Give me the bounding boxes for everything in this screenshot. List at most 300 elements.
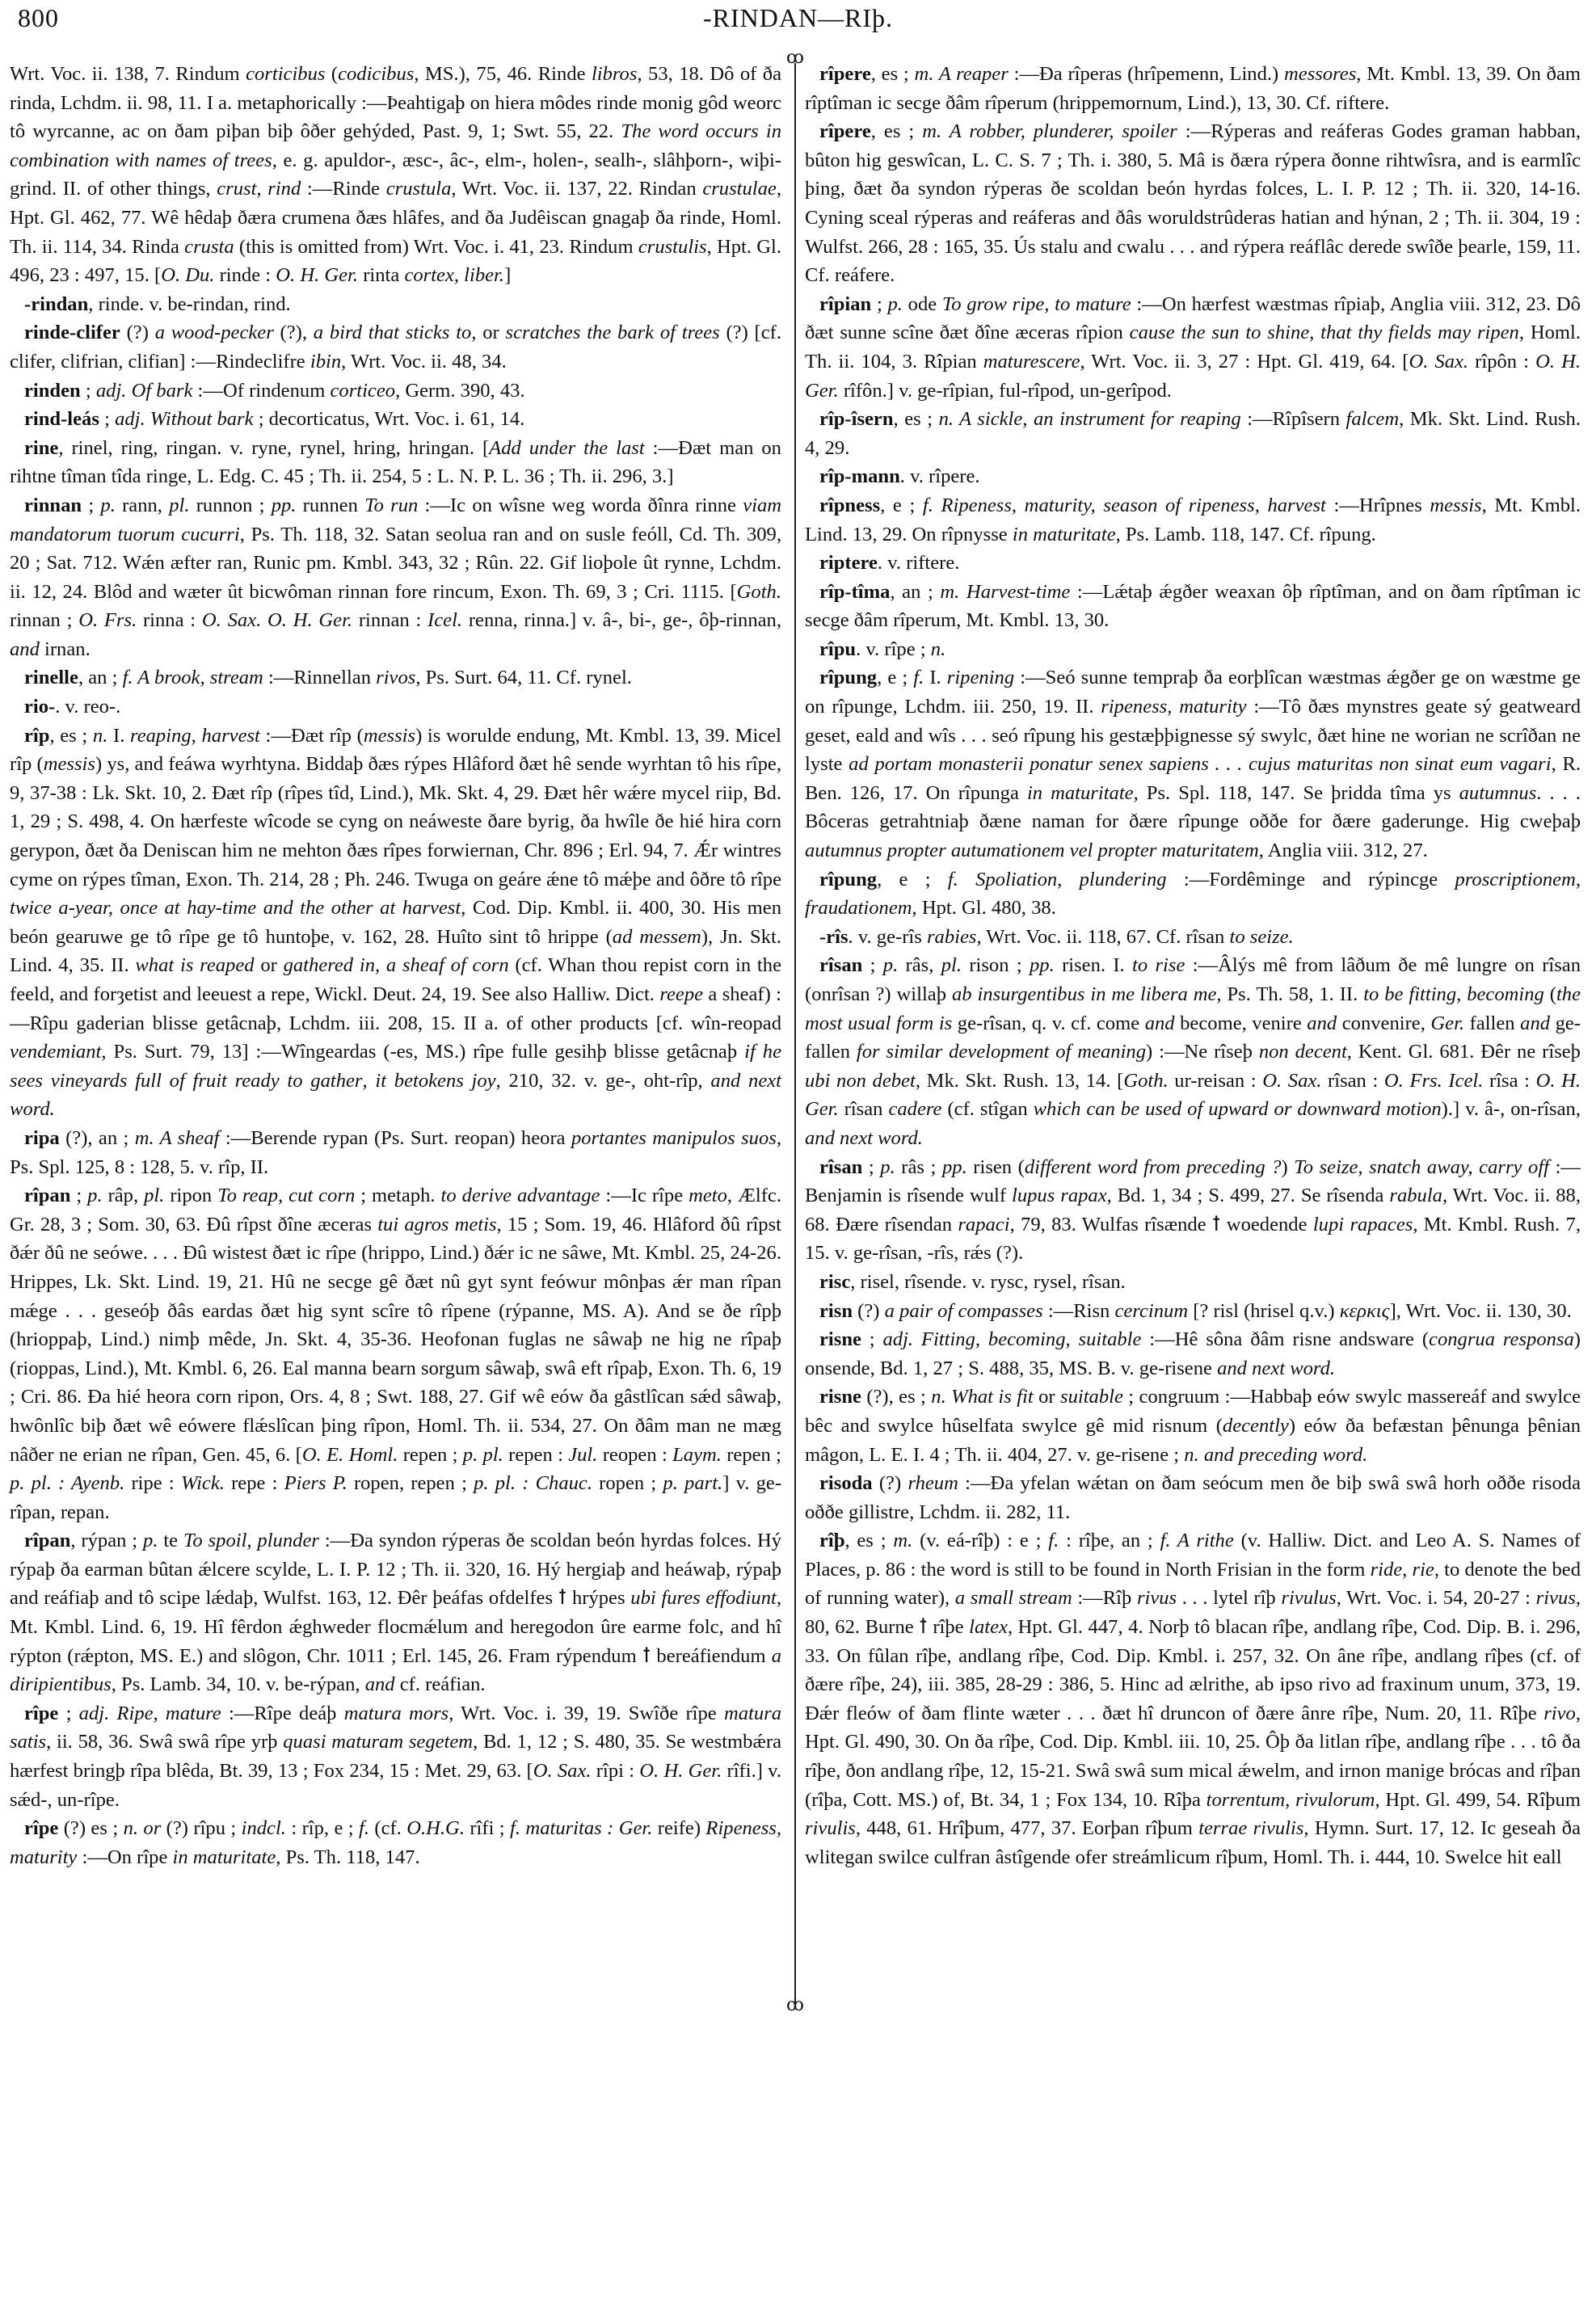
entry-text: repen ; [721,1443,781,1466]
italic-gloss: n. and preceding word. [1184,1443,1368,1466]
headword: rîpness [819,494,881,516]
entry-text: , Hpt. Gl. 496, 23 : 497, 15. [ [10,235,781,287]
headword: risne [819,1386,861,1408]
italic-gloss: pl. [144,1185,165,1207]
entry-text: (v. Halliw. Dict. and Leo A. S. Names of Places, p. 86 : the word is still to be found in North Frisian in the form [805,1530,1581,1581]
entry-text: (this is omitted from) Wrt. Voc. i. 41, 23. Rindum [234,235,638,258]
entry-text: . v. rîpe ; [856,638,931,660]
headword: rîpere [819,63,871,85]
italic-gloss: f. A brook, stream [122,667,263,689]
dictionary-entry [10,692,781,722]
italic-gloss: adj. Of bark [95,379,193,402]
entry-text: (?) [853,1299,885,1322]
entry-text: , Ps. Lamb. 118, 147. Cf. rîpung. [1115,523,1376,545]
entry-text: , Hymn. Surt. 17, 12. Ic geseah ða wlitegan swilce culfran âstîgende ofer streámlicum rîþum, Homl. Th. i. 444, 10. Swelce hit eall [805,1817,1581,1868]
italic-gloss: O. H. Ger. [805,350,1581,402]
entry-text: , Mt. Kmbl. 13, 39. On ðam rîptîman ic secge ðâm rîperum (hrippemornum, Lind.), 13, 30. Cf. riftere. [805,63,1581,114]
entry-text: . v. rîpere. [899,465,980,488]
dictionary-entry [805,1297,1581,1326]
headword: rîsan [819,954,863,977]
entry-text: I. [107,724,131,747]
entry-text: (cf. stîgan [941,1098,1034,1121]
headword: rinnan [24,494,82,516]
italic-gloss: adj. Ripe, mature [78,1702,221,1724]
headword: rîp-îsern [819,408,894,431]
entry-text: , [256,178,268,200]
entry-text: , es ; [844,1530,894,1552]
italic-gloss: O.H.G. [406,1817,465,1840]
entry-text: , Germ. 390, 43. [395,379,525,402]
entry-text: ur-reisan : [1168,1069,1263,1092]
italic-gloss: and next word. [1217,1357,1336,1379]
entry-text: ripon [164,1185,218,1207]
italic-gloss: scratches the bark of trees [505,322,720,344]
italic-gloss: f. [1048,1530,1059,1552]
headword: rîpan [24,1185,71,1207]
italic-gloss: corticibus [246,63,326,85]
italic-gloss: indcl. [241,1817,286,1840]
italic-gloss: O. Frs. Icel. [1383,1069,1484,1092]
entry-text: ; [862,954,883,977]
italic-gloss: O. H. Ger. [276,264,359,287]
entry-text: ropen, repen ; [347,1472,474,1495]
italic-gloss: adj. Without bark [115,408,254,431]
entry-text: , Hpt. Gl. 490, 30. On ða rîþe, Cod. Dip. Kmbl. iii. 10, 25. Ôþ ða litlan rîþe, andlang rîþe . . . tô ða rîþe, ðon andlang rîþe, 12, 15-21. Swâ swâ sum mical ǽwelm, and irnon manige brócas and rîþan (rîþa, Cott. MS.) of, Bt. 34, 1 ; Fox 134, 10. Rîþa [805,1702,1581,1811]
column-rule-ornament-icon: ꝏ [786,1994,804,2014]
entry-text: , Ælfc. Gr. 28, 3 ; Som. 30, 63. Ðû rîpst ðîne æceras [10,1185,781,1235]
italic-gloss: Goth. [1123,1069,1169,1092]
italic-gloss: to be fitting, becoming [1363,983,1544,1005]
entry-text: , es ; [870,63,915,85]
dictionary-entry [805,1325,1581,1383]
entry-text: ropen ; [592,1472,663,1495]
italic-gloss: different word from preceding ? [1024,1156,1282,1178]
headword: rîpu [819,638,857,660]
entry-text: rîfi ; [464,1817,511,1840]
italic-gloss: a bird that sticks to [313,322,472,344]
entry-text: ).] v. â-, on-rîsan, [1441,1098,1581,1121]
italic-gloss: matura satis [10,1702,782,1753]
entry-text: (?) [cf. clifer, clifrian, clifian] :—Rindeclifre [10,322,781,373]
entry-text: rann, [115,494,170,516]
entry-text: , Bd. 1, 12 ; S. 480, 35. Se westmbǽra hærfest bringþ rîpa blêda, Bt. 39, 13 ; Fox 234, 15 : Met. 29, 63. [ [10,1731,781,1783]
entry-text: , e ; [877,667,914,689]
dictionary-entry [10,663,781,692]
entry-text: , es ; [893,408,939,431]
entry-text: repen : [503,1443,569,1466]
entry-text: , e. g. apuldor-, æsc-, âc-, elm-, holen-, sealh-, slâhþorn-, wiþi-grind. II. of other things, [10,149,781,200]
headword: rîpung [819,667,878,689]
entry-text: (?) rîpu ; [161,1817,242,1840]
italic-gloss: suitable [1060,1386,1123,1408]
italic-gloss: tui agros metis [377,1213,497,1235]
italic-gloss: ripening [946,667,1015,689]
italic-gloss: and [1307,1012,1337,1034]
entry-text: , rinel, ring, ringan. v. ryne, rynel, hring, hringan. [ [58,436,490,459]
italic-gloss: O. Sax. O. H. Ger. [201,609,353,632]
dictionary-entry [10,290,781,319]
italic-gloss: rivos [376,667,416,689]
entry-text: . v. riftere. [877,552,960,575]
italic-gloss: torrentum, rivulorum [1206,1788,1375,1811]
italic-gloss: O. Du. [161,264,215,287]
italic-gloss: autumnus propter autumationem vel propter maturitatem [805,840,1259,862]
dictionary-entry [805,290,1581,405]
entry-text: ] v. ge-rîpan, repan. [10,1472,782,1523]
entry-text: , e ; [880,494,923,516]
italic-gloss: rivulis [805,1817,856,1840]
italic-gloss: it betokens joy [375,1069,496,1092]
italic-gloss: maturescere [983,350,1080,373]
entry-text: , e ; [877,868,948,890]
entry-text: :—On rîpe [77,1846,173,1868]
entry-text: . v. ge-rîs [848,925,927,948]
page-number: 800 [18,3,59,32]
entry-text: , an ; [78,667,123,689]
italic-gloss: ubi fures effodiunt [630,1587,777,1610]
entry-text: ; [58,1702,79,1724]
entry-text: , Wrt. Voc. i. 54, 20-27 : [1336,1587,1536,1610]
entry-text: , Wrt. Voc. i. 39, 19. Swîðe rîpe [448,1702,724,1724]
dictionary-entry [10,377,781,406]
italic-gloss: m. A sheaf [134,1126,220,1149]
italic-gloss: O. Sax. [1262,1069,1322,1092]
italic-gloss: f. maturitas : Ger. [510,1817,653,1840]
entry-text: , Hpt. Gl. 447, 4. Norþ tô blacan rîþe, andlang rîþe, Cod. Dip. B. i. 296, 33. On fûlan rîþe, andlang rîþe, Cod. Dip. Kmbl. i. 257, 32. On âne rîþe, andlang rîþes (cf. of ðære rîþe, 24), iii. 385, 28-29 : 386, 5. Hinc ad ælrithe, ab ipso rivo ad fraxinum unum, 373, 19. Ðǽr fleów of ðam flinte wæter . . . ðæt hî druncon of ðære ânre rîþe, Num. 20, 11. Rîþe [805,1616,1581,1724]
entry-text: (?), an ; [59,1126,135,1149]
entry-text: rinnan ; [10,609,79,632]
italic-gloss: and [10,638,40,660]
italic-gloss: cadere [888,1098,942,1121]
entry-text: :—Hê sôna ðâm risne andsware ( [1141,1328,1430,1351]
right-column [805,60,1581,1871]
entry-text: rîfi.] v. sǽd-, un-rîpe. [10,1760,782,1811]
dictionary-entry [805,462,1581,491]
headword: rîpere [819,120,871,143]
italic-gloss: terrae rivulis [1198,1817,1304,1840]
entry-text: rîsan [838,1098,889,1121]
entry-text: ; [862,1156,881,1178]
italic-gloss: falcem [1345,408,1400,431]
headword: -rîs [819,925,849,948]
entry-text: (?), [273,322,314,344]
dictionary-entry [805,663,1581,865]
italic-gloss: rheum [907,1472,958,1495]
italic-gloss: rivulus [1281,1587,1337,1610]
italic-gloss: twice a-year, once at hay-time and the other at harvest [10,897,461,920]
italic-gloss: O. Frs. [78,609,137,632]
entry-text: :—Ðæt man on rihtne tîman tîda ringe, L. Edg. C. 45 ; Th. ii. 254, 5 : L. N. P. L. 36 ; Th. ii. 296, 3.] [10,436,781,488]
entry-text: ) is worulde endung, Mt. Kmbl. 13, 39. Micel rîp ( [10,724,781,776]
italic-gloss: p. pl. : Chauc. [474,1472,592,1495]
headword: rind-leás [24,408,99,431]
page-header [0,0,1596,48]
italic-gloss: meto [689,1185,727,1207]
entry-text: ; [99,408,116,431]
entry-continuation [10,60,781,290]
italic-gloss: ab insurgentibus in me libera me [951,983,1217,1005]
italic-gloss: m. A reaper [914,63,1009,85]
italic-gloss: codicibus [338,63,415,85]
entry-text: , Ps. Spl. 125, 8 : 128, 5. v. rîp, II. [10,1126,781,1178]
entry-text: ; [861,1328,883,1351]
entry-text: : rîp, e ; [285,1817,359,1840]
italic-gloss: O. Sax. [1409,350,1469,373]
entry-text: , Homl. Th. ii. 104, 3. Rîpian [805,322,1581,373]
entry-text: (?), es ; [861,1386,932,1408]
entry-text: :—Ða yfelan wǽtan on ðam seócum men ðe biþ swâ swâ horh oððe risoda oððe gillistre, Lchdm. ii. 282, 11. [805,1472,1581,1523]
italic-gloss: in maturitate [1026,781,1134,804]
entry-text: :—Rîpîsern [1240,408,1346,431]
italic-gloss: reaping [130,724,192,747]
left-column [10,60,781,1871]
italic-gloss: lupus rapax [1012,1185,1107,1207]
entry-text: a sheaf) :—Rîpu gaderian blisse getâcnaþ, Lchdm. iii. 208, 15. II a. of other products [cf. wîn-reopad [10,983,781,1034]
italic-gloss: ubi non debet [805,1069,916,1092]
entry-text: convenire, [1337,1012,1431,1034]
entry-text: cf. reáfian. [394,1673,486,1696]
italic-gloss: pp. [271,494,297,516]
entry-text: irnan. [39,638,91,660]
dictionary-entry [10,1124,781,1181]
entry-text: (?) es ; [58,1817,124,1840]
entry-text: . . . lytel rîþ [1177,1587,1282,1610]
italic-gloss: cause the sun to shine, that thy fields may ripen [1129,322,1519,344]
dictionary-entry [805,405,1581,462]
entry-text: râs ; [895,1156,942,1178]
italic-gloss: To reap, cut corn [217,1185,356,1207]
italic-gloss: crustula [385,178,452,200]
entry-text: , ii. 58, 36. Swâ swâ rîpe yrþ [46,1731,284,1753]
dictionary-entry [10,434,781,491]
headword: rine [24,436,59,459]
entry-text: :—Fordêminge and rýpincge [1166,868,1455,890]
italic-gloss: and next word. [10,1069,781,1121]
dictionary-entry [805,865,1581,923]
dictionary-entry [805,1153,1581,1268]
italic-gloss: m. A robber, plunderer, spoiler [922,120,1177,143]
italic-gloss: harvest [201,724,260,747]
entry-text: , 448, 61. Hrîþum, 477, 37. Eorþan rîþum [855,1817,1199,1840]
italic-gloss: to seize. [1229,925,1294,948]
entry-text: :—Ic on wîsne weg worda ðînra rinne [418,494,743,516]
dictionary-entry [10,722,781,1124]
italic-gloss: To grow ripe, to mature [941,293,1131,315]
entry-text: , Hpt. Gl. 462, 77. Wê hêdaþ ðæra crumena ðæs hlâfes, and ða Judêiscan gnagaþ ða rinde, Homl. Th. ii. 114, 34. Rinda [10,178,781,258]
entry-text: ode [902,293,942,315]
italic-gloss: corticeo [330,379,396,402]
entry-text: :—Benjamin is rîsende wulf [805,1156,1581,1207]
italic-gloss: messis [363,724,416,747]
italic-gloss: pl. [169,494,190,516]
entry-text: . . . . Bôceras getrahtniaþ ðæne naman for ðære rîpunge oððe for ðære gaderunge. Hig cweþaþ [805,781,1581,833]
italic-gloss: n. A sickle, an instrument for reaping [938,408,1241,431]
entry-text: Wrt. Voc. ii. 138, 7. Rindum [10,63,246,85]
italic-gloss: p. pl. : Ayenb. [10,1472,125,1495]
italic-gloss: n. or [123,1817,162,1840]
entry-text: :—Ða rîperas (hrîpemenn, Lind.) [1008,63,1285,85]
dictionary-entry [10,318,781,376]
entry-text: : rîþe, an ; [1059,1530,1160,1552]
entry-text: ; [80,379,96,402]
entry-text: ; [871,293,888,315]
entry-text: , rýpan ; [70,1530,144,1552]
entry-text: , es ; [49,724,93,747]
entry-text: ; [70,1185,88,1207]
italic-gloss: what is reaped [135,954,255,977]
headword: rinelle [24,667,78,689]
entry-text: , [362,1069,376,1092]
italic-gloss: if he sees vineyards full of fruit ready to gather [10,1041,782,1092]
italic-gloss: f. A rithe [1160,1530,1234,1552]
dictionary-entry [10,1526,781,1699]
italic-gloss: To run [364,494,419,516]
italic-gloss: autumnus [1459,781,1537,804]
italic-gloss: messis [43,753,95,776]
entry-text: :—Rinde [301,178,386,200]
entry-text: , rinde. v. be-rindan, rind. [88,293,291,315]
entry-text: , Wrt. Voc. ii. 137, 22. Rindan [451,178,703,200]
dictionary-entry [805,951,1581,1152]
italic-gloss: rapaci [958,1213,1010,1235]
entry-text: reife) [652,1817,706,1840]
dictionary-entry [805,1526,1581,1871]
italic-gloss: proscriptionem, fraudationem [805,868,1581,920]
entry-text: :—Ða syndon rýperas ðe scoldan beón hyrdas folces. Hý rýpaþ ða earman bûtan ǽlcere scylde, L. I. P. 12 ; Th. ii. 320, 16. Hý hergiaþ and heáwaþ, rýpaþ and reáfiaþ and tô scipe lǽdaþ, Wulfst. 163, 12. Ðêr þeáfas ofdelfes ꝉ hrýpes [10,1530,782,1610]
entry-text: rinta [358,264,405,287]
entry-text: or [254,954,284,977]
italic-gloss: viam mandatorum tuorum cucurri [10,494,782,545]
italic-gloss: a pair of compasses [884,1299,1043,1322]
italic-gloss: messores [1284,63,1357,85]
italic-gloss: Icel. [427,609,463,632]
entry-text: , Ps. Surt. 64, 11. Cf. rynel. [415,667,632,689]
headword: rîpung [819,868,878,890]
entry-text: , Ps. Spl. 118, 147. Se þridda tîma ys [1133,781,1459,804]
italic-gloss: O. E. Homl. [301,1443,398,1466]
italic-gloss: Laym. [672,1443,722,1466]
entry-text: rîpi : [591,1760,640,1783]
entry-text: rinna : [137,609,202,632]
entry-text: , [191,724,202,747]
italic-gloss: p. [100,494,116,516]
entry-text: , MS.), 75, 46. Rinde [414,63,592,85]
entry-text: râp, [102,1185,145,1207]
entry-text: rison ; [962,954,1030,977]
headword: ripa [24,1126,60,1149]
entry-text: , 79, 83. Wulfas rîsænde ꝉ woedende [1009,1213,1313,1235]
italic-gloss: p. [880,1156,895,1178]
entry-text: , Hpt. Gl. 499, 54. Rîþum [1375,1788,1581,1811]
italic-gloss: in maturitate [172,1846,276,1868]
entry-text: ] [504,264,512,287]
headword: rîp-mann [819,465,900,488]
entry-text: , es ; [870,120,923,143]
italic-gloss: rabies [926,925,977,948]
italic-gloss: non decent [1258,1041,1347,1063]
italic-gloss: a wood-pecker [154,322,274,344]
italic-gloss: a diripientibus [10,1644,781,1696]
italic-gloss: n. [92,724,108,747]
entry-text: rîsan : [1321,1069,1384,1092]
italic-gloss: f. [913,667,924,689]
headword: rîpe [24,1702,59,1724]
italic-gloss: p. pl. [462,1443,503,1466]
dictionary-entry [805,1383,1581,1469]
headword: -rindan [24,293,89,315]
entry-text: risen ( [966,1156,1025,1178]
entry-text: rinde : [214,264,276,287]
entry-text: , 15 ; Som. 19, 46. Hlâford ðû rîpst ðǽr ðû ne seówe. . . . Ðû wistest ðæt ic rîpe (hrippo, Lind.) ðǽr ic ne sâwe, Mt. Kmbl. 25, 24-26. Hrippes, Lk. Skt. Lind. 19, 21. Hû ne secge gê ðæt nû gyt synt feówur mônþas ǽr man rîpan mǽge . . . geseóþ ðâs eardas ðæt hig synt scîre tô rîpene (rýpanne, MS. A). And se ðe rîpþ (hrioppaþ, Lind.) nimþ mêde, Jn. Skt. 4, 35-36. Heofonan fuglas ne sâwaþ ne hig ne rîpaþ (rioppas, Lind.), Mt. Kmbl. 6, 26. Eal manna bearn sorgum sâwaþ, swâ eft rîpaþ, Exon. Th. 6, 19 ; Cri. 86. Ða hié heora corn ripon, Ors. 4, 8 ; Swt. 188, 27. Gif wê eów ða gâstlîcan sǽd sâwaþ, hwônlîc biþ ðæt wê eówere flǽslîcan þing rîpon, Homl. Th. ii. 534, 27. On ðâm man ne mæg nâðer ne erian ne rîpan, Gen. 45, 6. [ [10,1213,781,1466]
entry-text: :—Rýperas and reáferas Godes graman habban, bûton hig geswîcan, L. C. S. 7 ; Th. i. 380, 5. Mâ is ðæra rýpera ðonne rihtwîsra, and is earmlîc þing, ðæt ða syndon rýperas ðe scoldan beón hyrdas folces, L. I. P. 12 ; Th. ii. 320, 14-16. Cyning sceal rýperas and reáferas and ðâs woruldstrûderas hatian and hýnan, 2 ; Th. ii. 304, 19 : Wulfst. 266, 28 : 165, 35. Ús stalu and cwalu . . . and rýpera reáflâc derede swîðe þearle, 159, 11. Cf. reáfere. [805,120,1581,287]
italic-gloss: lupi rapaces [1312,1213,1413,1235]
dictionary-entry [10,491,781,664]
italic-gloss: Piers P. [284,1472,347,1495]
entry-text: , Wrt. Voc. ii. 88, 68. Ðære rîsendan [805,1185,1581,1235]
entry-text: ; congruum :—Habbaþ eów swylc massereáf and swylce bêc and swylce hûselfata swylce gê mid risnum ( [805,1386,1581,1437]
headword: rîpan [24,1530,71,1552]
entry-text: rinnan : [352,609,428,632]
entry-text: repen ; [398,1443,463,1466]
italic-gloss: a small stream [954,1587,1072,1610]
entry-text: :—Rinnellan [263,667,377,689]
dictionary-entry [805,1469,1581,1526]
entry-text: , Hpt. Gl. 480, 38. [912,897,1056,920]
italic-gloss: and [1520,1012,1551,1034]
italic-gloss: To spoil, plunder [183,1530,319,1552]
dictionary-entry [10,1699,781,1814]
italic-gloss: p. [143,1530,158,1552]
italic-gloss: rivus [1535,1587,1576,1610]
italic-gloss: quasi maturam segetem [283,1731,474,1753]
entry-text: , risel, rîsende. v. rysc, rysel, rîsan. [850,1270,1126,1293]
italic-gloss: to rise [1132,954,1185,977]
italic-gloss: to derive advantage [440,1185,600,1207]
entry-text: fallen [1464,1012,1521,1034]
italic-gloss: m. Harvest-time [940,580,1071,603]
italic-gloss: p. [87,1185,103,1207]
italic-gloss: rind [267,178,301,200]
entry-text: , Cod. Dip. Kmbl. ii. 400, 30. His men beón gearuwe ge tô rîpe ge tô huntoþe, v. 162, 28. Huîto sint tô hrippe ( [10,897,781,948]
italic-gloss: ad messem [612,925,701,948]
italic-gloss: m. [893,1530,913,1552]
italic-gloss: ride, rie [1370,1558,1434,1581]
entry-text: runnon ; [189,494,272,516]
italic-gloss: latex [969,1616,1008,1639]
italic-gloss: The word occurs in combination with names of trees [10,120,781,171]
dictionary-entry [805,635,1581,664]
headword: rîþ [819,1530,845,1552]
italic-gloss: which can be used of upward or downward motion [1033,1098,1442,1121]
entry-text: ge-fallen [805,1012,1581,1063]
entry-text: ) onsende, Bd. 1, 27 ; S. 488, 35, MS. B. v. ge-risene [805,1328,1581,1379]
italic-gloss: n. [930,638,946,660]
entry-text: , Mk. Skt. Rush. 13, 14. [ [915,1069,1124,1092]
headword: rinden [24,379,81,402]
entry-text: ], Wrt. Voc. ii. 130, 30. [1389,1299,1572,1322]
entry-text: te [158,1530,183,1552]
italic-gloss: crust [217,178,257,200]
entry-text: renna, rinna.] v. â-, bi-, ge-, ôþ-rinnan, [462,609,781,632]
entry-text: , 210, 32. v. ge-, oht-rîp, [495,1069,711,1092]
entry-text: :—Âlýs mê from lâðum ðe mê lungre on rîsan (onrîsan ?) willaþ [805,954,1581,1005]
italic-gloss: adj. Fitting, becoming, suitable [882,1328,1142,1351]
headword: rîp-tîma [819,580,891,603]
italic-gloss: ad portam monasterii ponatur senex sapiens . . . cujus maturitas non sinat eum vagari [849,753,1552,776]
headword: riptere [819,552,878,575]
italic-gloss: decently [1222,1414,1289,1437]
headword: risoda [819,1472,873,1495]
